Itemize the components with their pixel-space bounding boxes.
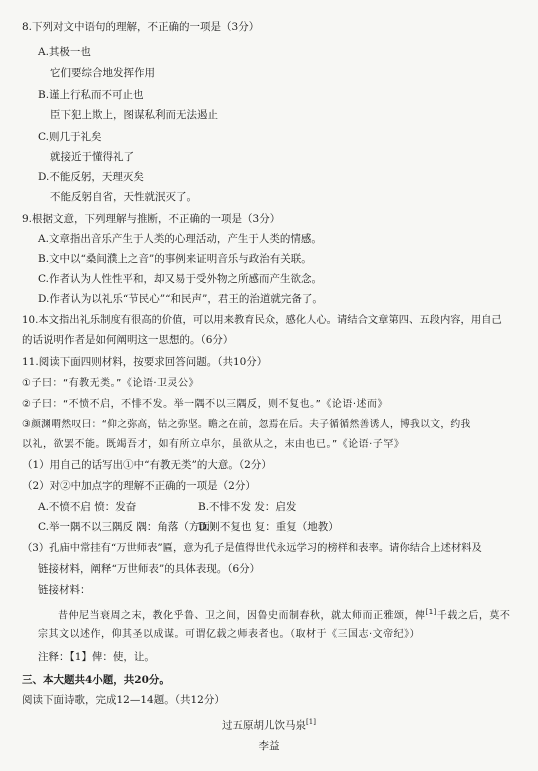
q11-material-3b: 以礼，欲罢不能。既竭吾才，如有所立卓尔，虽欲从之，末由也已。”《论语·子罕》	[22, 439, 405, 450]
q11-sub-1: （1）用自己的话写出①中“有教无类”的大意。（2分）	[22, 459, 272, 471]
link-material-line-2: 宗其文以述作，仰其圣以成谋。可谓亿载之师表者也。（取材于《三国志·文帝纪》）	[38, 629, 421, 640]
q8-option-a: A.其极一也	[38, 46, 91, 58]
poem-author: 李益	[258, 740, 280, 752]
q9-stem: 9.根据文意，下列理解与推断，不正确的一项是（3分）	[22, 213, 281, 225]
q8-option-d: D.不能反躬，天理灭矣	[38, 171, 144, 183]
q8-option-d-gloss: 不能反躬自省，天性就泯灭了。	[50, 191, 197, 203]
q11-stem: 11.阅读下面四则材料，按要求回答问题。（共10分）	[22, 356, 268, 368]
q10-line-1: 10.本文指出礼乐制度有很高的价值，可以用来教育民众，感化人心。请结合文章第四、五段内容，用自己	[22, 314, 502, 326]
q11-sub-2: （2）对②中加点字的理解不正确的一项是（2分）	[22, 480, 256, 492]
link-material-label: 链接材料：	[38, 584, 91, 596]
section-3-intro: 阅读下面诗歌，完成12—14题。（共12分）	[22, 694, 225, 706]
link-material-text-1: 昔仲尼当衰周之末，教化乎鲁、卫之间，因鲁史而制春秋，就太师而正雅颂，俾	[58, 610, 426, 622]
q8-option-a-gloss: 它们要综合地发挥作用	[50, 67, 155, 79]
poem-footnote-mark: [1]	[306, 718, 316, 726]
q9-option-c: C.作者认为人性性平和，却又易于受外物之所感而产生欲念。	[38, 273, 322, 285]
poem-title-text: 过五原胡儿饮马泉	[222, 719, 307, 732]
q11-material-1: ①子曰：“有教无类。”《论语·卫灵公》	[22, 378, 200, 389]
q11-material-3a: ③颜渊喟然叹曰：“仰之弥高，钻之弥坚。瞻之在前，忽焉在后。夫子循循然善诱人，博我以文，约我	[22, 419, 471, 430]
q8-option-c-gloss: 就接近于懂得礼了	[50, 151, 134, 163]
footnote-mark: [1]	[425, 608, 437, 616]
q11-sub-3-line-1: （3）孔庙中常挂有“万世师表”匾，意为孔子是值得世代永远学习的榜样和表率。请你结合上述材料及	[22, 542, 482, 554]
q10-line-2: 的话说明作者是如何阐明这一思想的。（6分）	[22, 334, 234, 346]
q11-sub-2-option-a: A.不愤不启 愤：发奋	[38, 501, 137, 513]
q11-sub-2-option-d: D.则不复也 复：重复（地教）	[198, 521, 339, 533]
q9-option-b: B.文中以“桑间濮上之音”的事例来证明音乐与政治有关联。	[38, 253, 312, 265]
poem-title	[0, 716, 538, 733]
q11-material-2: ②子曰：“不愤不启，不悱不发。举一隅不以三隅反，则不复也。”《论语·述而》	[22, 399, 389, 410]
footnote-annotation: 注释：【1】俾：使，让。	[38, 651, 155, 663]
q9-option-d: D.作者认为以礼乐“节民心”“和民声”，君王的治道就完备了。	[38, 293, 323, 305]
q8-option-b: B.谨上行私而不可止也	[38, 89, 144, 101]
link-material-text-1-tail: 千载之后，莫不	[436, 610, 511, 622]
q11-sub-2-option-c: C.举一隅不以三隅反 隅：角落（方面）	[38, 521, 221, 533]
q11-sub-3-line-2: 链接材料，阐释“万世师表”的具体表现。（6分）	[38, 563, 261, 575]
q11-sub-2-option-b: B.不悱不发 发：启发	[198, 501, 297, 513]
q9-option-a: A.文章指出音乐产生于人类的心理活动，产生于人类的情感。	[38, 233, 322, 245]
q8-stem: 8.下列对文中语句的理解，不正确的一项是（3分）	[22, 21, 260, 33]
section-3-title: 三、本大题共4小题，共20分。	[22, 674, 170, 686]
link-material-line-1	[58, 606, 510, 622]
q8-option-b-gloss: 臣下犯上欺上，图谋私利而无法遏止	[50, 109, 218, 121]
q8-option-c: C.则几于礼矣	[38, 131, 102, 143]
